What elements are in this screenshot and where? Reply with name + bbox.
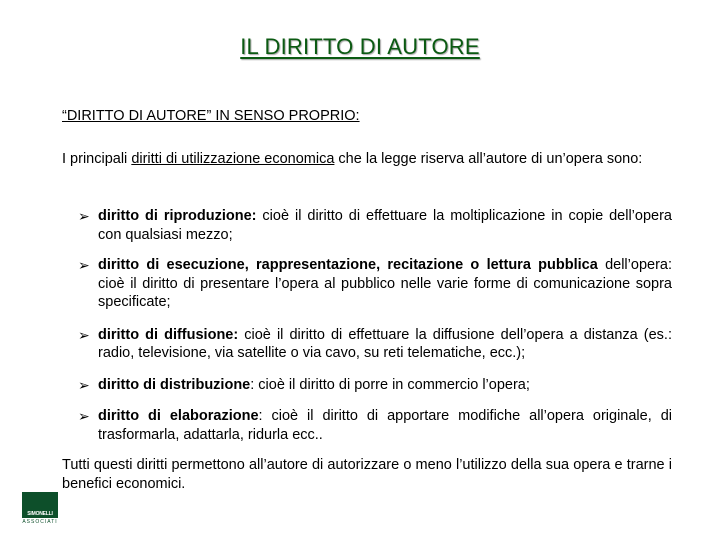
rights-list: [78, 207, 672, 444]
list-item: [78, 326, 672, 363]
list-item: [78, 207, 672, 244]
right-description: dell’opera: cioè il diritto di presentare l’opera al pubblico nelle varie forme di comunicazione sopra specificate;: [98, 257, 672, 310]
logo-subtitle: ASSOCIATI: [22, 519, 58, 525]
right-description: : cioè il diritto di porre in commercio l’opera;: [250, 376, 530, 393]
arrow-bullet-icon: ➢: [78, 326, 90, 343]
intro-paragraph: [62, 150, 672, 168]
list-item: [78, 376, 672, 395]
arrow-bullet-icon: ➢: [78, 408, 90, 424]
intro-text-before: I principali: [62, 151, 132, 167]
list-item: [78, 407, 672, 444]
right-term: diritto di riproduzione:: [98, 208, 257, 224]
right-term: diritto di diffusione:: [98, 326, 239, 343]
right-term: diritto di distribuzione: [98, 376, 251, 393]
intro-text-after: che la legge riserva all’autore di un’opera sono:: [334, 151, 643, 167]
logo-name: SIMONELLI: [27, 511, 53, 517]
right-description: cioè il diritto di effettuare la moltiplicazione in copie dell’opera con qualsiasi mezzo;: [98, 208, 672, 243]
company-logo: [22, 492, 58, 524]
closing-paragraph: Tutti questi diritti permettono all’autore di autorizzare o meno l’utilizzo della sua opera e trarne i benefici economici.: [62, 457, 672, 492]
list-item: [78, 256, 672, 312]
arrow-bullet-icon: ➢: [78, 376, 90, 393]
section-heading: “DIRITTO DI AUTORE” IN SENSO PROPRIO:: [62, 108, 360, 124]
arrow-bullet-icon: ➢: [78, 257, 90, 273]
right-term: diritto di esecuzione, rappresentazione, recitazione o lettura pubblica: [98, 257, 598, 273]
intro-underlined-term: diritti di utilizzazione economica: [131, 151, 335, 167]
right-description: : cioè il diritto di apportare modifiche all’opera originale, di trasformarla, adattarla, ridurla ecc..: [98, 408, 672, 443]
logo-box: [22, 492, 58, 518]
right-term: diritto di elaborazione: [98, 408, 259, 424]
arrow-bullet-icon: ➢: [78, 208, 90, 224]
page-title: IL DIRITTO DI AUTORE: [240, 34, 480, 59]
right-description: cioè il diritto di effettuare la diffusione dell’opera a distanza (es.: radio, televisione, via satellite o via cavo, su reti telematiche, ecc.);: [98, 326, 672, 361]
